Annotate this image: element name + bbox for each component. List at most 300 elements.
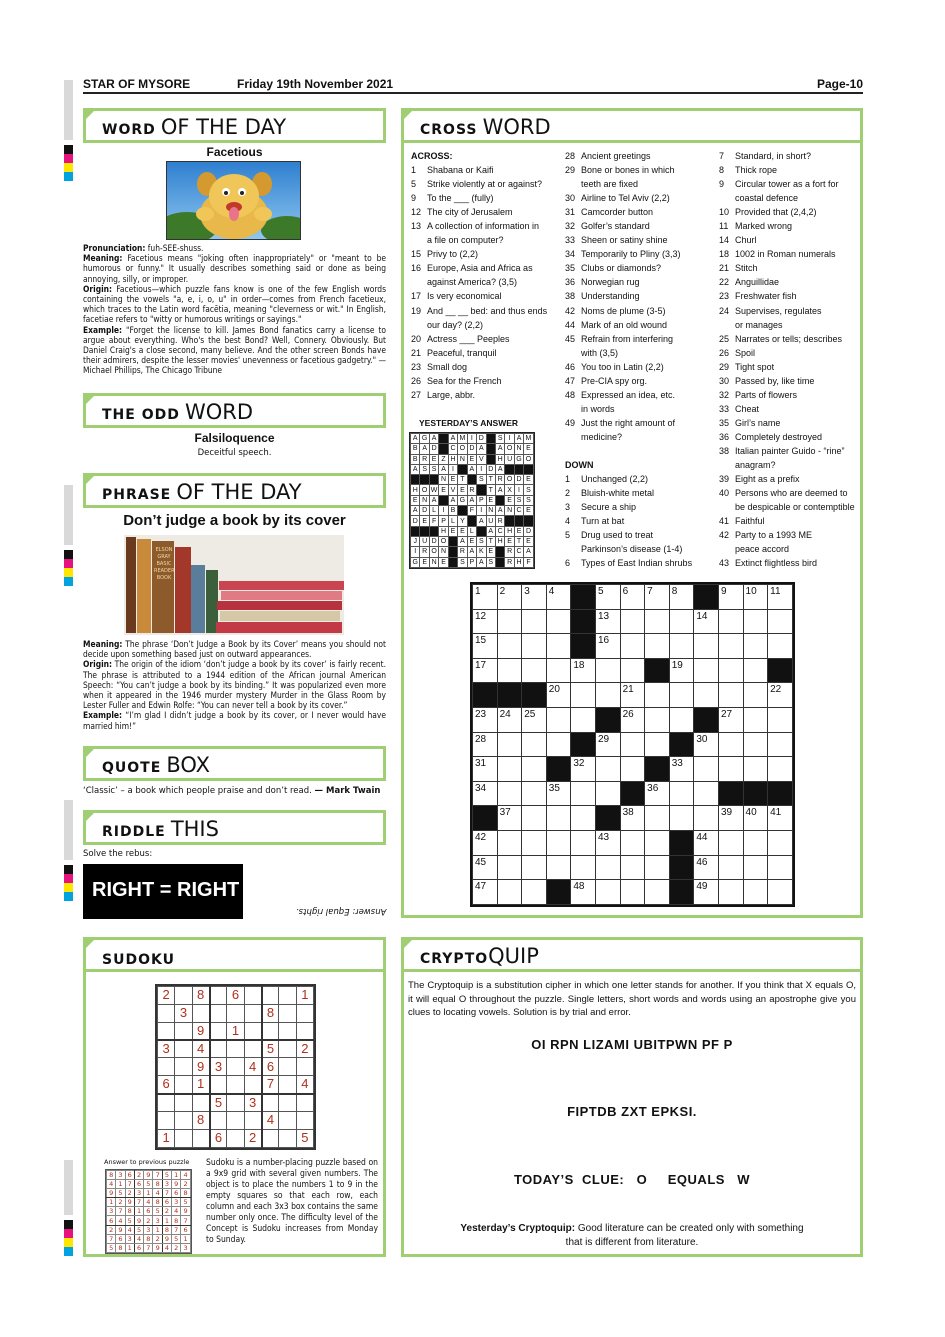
sudoku-cell[interactable]: 8 (192, 1111, 209, 1129)
crossword-cell[interactable] (645, 830, 670, 855)
clue-text: Just the right amount of (581, 417, 676, 428)
sudoku-cell[interactable] (175, 1094, 192, 1112)
crossword-cell[interactable] (595, 781, 620, 806)
crossword-cell[interactable]: 9 (718, 585, 743, 610)
crossword-cell[interactable] (718, 658, 743, 683)
sudoku-cell[interactable] (279, 1111, 296, 1129)
answer-cell: D (429, 444, 438, 454)
answer-cell: D (514, 475, 523, 485)
crossword-cell[interactable] (743, 855, 768, 880)
answer-cell: R (420, 454, 429, 464)
answer-cell: C (495, 526, 504, 536)
crossword-cell[interactable]: 26 (620, 707, 645, 732)
crossword-cell[interactable]: 12 (473, 609, 498, 634)
crossword-cell[interactable] (743, 634, 768, 659)
crossword-cell[interactable] (620, 855, 645, 880)
crossword-cell[interactable] (546, 658, 571, 683)
crossword-cell[interactable] (571, 806, 596, 831)
clue-text: Sheen or satiny shine (581, 235, 668, 246)
crossword-cell[interactable] (497, 855, 522, 880)
answer-cell: 2 (116, 1198, 125, 1207)
crossword-cell[interactable] (743, 683, 768, 708)
sudoku-cell[interactable] (296, 1058, 313, 1076)
sudoku-cell[interactable] (279, 1094, 296, 1112)
sudoku-cell[interactable] (175, 1058, 192, 1076)
crossword-cell[interactable] (669, 781, 694, 806)
crossword-cell[interactable] (522, 855, 547, 880)
sudoku-cell[interactable] (279, 1040, 296, 1058)
sudoku-cell[interactable]: 6 (262, 1058, 279, 1076)
crossword-cell[interactable]: 24 (497, 707, 522, 732)
sudoku-cell[interactable] (244, 987, 261, 1005)
sudoku-cell[interactable] (210, 1076, 227, 1094)
sudoku-cell[interactable]: 2 (296, 1040, 313, 1058)
crossword-cell[interactable]: 7 (645, 585, 670, 610)
sudoku-cell[interactable] (210, 1004, 227, 1022)
crossword-cell[interactable] (718, 683, 743, 708)
sudoku-cell[interactable] (296, 1022, 313, 1040)
color-swatch-yellow (64, 163, 73, 172)
crossword-cell[interactable] (743, 658, 768, 683)
crossword-clues-down (565, 458, 692, 570)
phrase-description: Meaning: The phrase ‘Don’t Judge a Book by its Cover’ means you should not decide upon something based just on outward appearances. Origin: The origin of the idiom ‘don’t judge a book by its cover’ is fairly recent. The phrase is attributed to a 1944 edition of the African journal American Speech: “You can’t judge a book by its binding.” It was popularized even more when it appeared in the 1946 murder mystery Murder in the Glass Room by Lester Fuller and Edwin Rolfe: “You can never tell a book by its cover.” Example: “I’m glad I didn’t judge a book by its cover, or I never would have married him!” (83, 639, 386, 731)
crossword-cell[interactable] (497, 781, 522, 806)
crossword-cell[interactable]: 4 (546, 585, 571, 610)
sudoku-cell[interactable]: 4 (244, 1058, 261, 1076)
answer-cell: S (429, 464, 438, 474)
crossword-cell[interactable] (743, 609, 768, 634)
sudoku-cell[interactable] (227, 1004, 244, 1022)
crossword-cell[interactable] (743, 757, 768, 782)
crossword-cell[interactable]: 41 (768, 806, 793, 831)
crossword-cell[interactable] (768, 855, 793, 880)
sudoku-cell[interactable]: 5 (296, 1129, 313, 1147)
sudoku-cell[interactable] (210, 1111, 227, 1129)
crossword-cell[interactable]: 13 (595, 609, 620, 634)
sudoku-cell[interactable] (227, 1076, 244, 1094)
sudoku-cell[interactable]: 7 (262, 1076, 279, 1094)
crossword-cell[interactable] (718, 609, 743, 634)
crossword-cell[interactable] (522, 658, 547, 683)
crossword-cell[interactable]: 47 (473, 880, 498, 905)
crossword-cell[interactable] (768, 757, 793, 782)
sudoku-cell[interactable] (244, 1111, 261, 1129)
clue-text: Is very economical (427, 291, 502, 302)
sudoku-cell[interactable]: 1 (192, 1076, 209, 1094)
clue (719, 486, 855, 500)
crossword-clues-col3 (719, 149, 855, 570)
sudoku-cell[interactable]: 2 (244, 1129, 261, 1147)
crossword-cell[interactable] (595, 880, 620, 905)
crossword-cell[interactable] (669, 634, 694, 659)
clue-text: Party to a 1993 ME (735, 530, 813, 541)
crossword-cell[interactable] (645, 609, 670, 634)
sudoku-cell[interactable]: 4 (262, 1111, 279, 1129)
crossword-cell[interactable]: 42 (473, 830, 498, 855)
crossword-cell[interactable] (743, 732, 768, 757)
sudoku-cell[interactable] (158, 1111, 175, 1129)
crossword-cell[interactable]: 45 (473, 855, 498, 880)
clue (719, 219, 855, 233)
clue-text: Eight as a prefix (735, 474, 800, 485)
crossword-cell[interactable] (718, 880, 743, 905)
answer-cell: G (421, 435, 428, 443)
crossword-cell[interactable] (718, 830, 743, 855)
clue (719, 247, 855, 261)
sudoku-cell[interactable] (279, 1129, 296, 1147)
answer-cell: A (495, 444, 504, 454)
odd-word-heading: THE ODD WORD (83, 393, 386, 428)
answer-cell (448, 557, 457, 567)
sudoku-cell[interactable] (227, 1094, 244, 1112)
crossword-cell[interactable] (768, 732, 793, 757)
clue-text: medicine? (581, 431, 623, 442)
crossword-cell[interactable] (497, 634, 522, 659)
crossword-cell[interactable]: 35 (546, 781, 571, 806)
clue (565, 219, 681, 233)
crossword-cell[interactable] (497, 658, 522, 683)
sudoku-cell[interactable] (158, 1094, 175, 1112)
black-square (473, 683, 498, 708)
crossword-cell[interactable] (546, 634, 571, 659)
sudoku-cell[interactable] (175, 987, 192, 1005)
crossword-cell[interactable] (571, 707, 596, 732)
crossword-cell[interactable] (645, 707, 670, 732)
sudoku-cell[interactable] (175, 1022, 192, 1040)
sudoku-cell[interactable] (296, 1004, 313, 1022)
answer-cell: 5 (172, 1234, 181, 1243)
crossword-cell[interactable] (669, 609, 694, 634)
crossword-cell[interactable] (497, 609, 522, 634)
answer-cell: 6 (181, 1225, 190, 1234)
crossword-cell[interactable] (522, 880, 547, 905)
sudoku-cell[interactable] (279, 1022, 296, 1040)
answer-cell: E (458, 485, 467, 495)
answer-cell: A (495, 464, 504, 474)
crossword-cell[interactable]: 1 (473, 585, 498, 610)
crossword-cell[interactable] (595, 658, 620, 683)
sudoku-cell[interactable] (227, 1040, 244, 1058)
clue (565, 472, 692, 486)
crossword-cell[interactable] (768, 707, 793, 732)
riddle-prompt: Solve the rebus: (83, 849, 153, 859)
sudoku-cell[interactable] (244, 1022, 261, 1040)
crossword-cell[interactable]: 18 (571, 658, 596, 683)
crossword-cell[interactable] (718, 634, 743, 659)
black-square (718, 781, 743, 806)
answer-cell: E (524, 444, 533, 454)
crossword-cell[interactable] (645, 634, 670, 659)
clue-number: 38 (565, 291, 576, 302)
answer-cell: 8 (153, 1198, 162, 1207)
crossword-cell[interactable] (743, 707, 768, 732)
crossword-cell[interactable] (694, 757, 719, 782)
crossword-cell[interactable] (546, 732, 571, 757)
sudoku-cell[interactable] (210, 987, 227, 1005)
crossword-cell[interactable]: 8 (669, 585, 694, 610)
sudoku-cell[interactable]: 2 (158, 987, 175, 1005)
crossword-cell[interactable] (620, 757, 645, 782)
black-square (669, 855, 694, 880)
answer-cell (514, 516, 523, 526)
sudoku-cell[interactable]: 3 (244, 1094, 261, 1112)
sudoku-cell[interactable] (262, 1129, 279, 1147)
crossword-cell[interactable] (522, 732, 547, 757)
crossword-cell[interactable] (768, 634, 793, 659)
crossword-cell[interactable]: 22 (768, 683, 793, 708)
crossword-cell[interactable] (497, 757, 522, 782)
sudoku-cell[interactable] (175, 1129, 192, 1147)
sudoku-cell[interactable]: 1 (227, 1022, 244, 1040)
answer-cell: 3 (116, 1171, 125, 1180)
sudoku-cell[interactable] (192, 1004, 209, 1022)
answer-cell: M (525, 435, 532, 443)
sudoku-cell[interactable]: 5 (262, 1040, 279, 1058)
answer-cell (467, 516, 476, 526)
answer-cell: I (439, 506, 448, 516)
crossword-cell[interactable] (595, 683, 620, 708)
crossword-cell[interactable] (497, 880, 522, 905)
sudoku-cell[interactable] (279, 1076, 296, 1094)
crossword-cell[interactable]: 31 (473, 757, 498, 782)
crossword-cell[interactable]: 3 (522, 585, 547, 610)
crossword-cell[interactable] (546, 609, 571, 634)
crossword-cell[interactable] (522, 830, 547, 855)
sudoku-cell[interactable]: 9 (192, 1058, 209, 1076)
sudoku-cell[interactable]: 6 (210, 1129, 227, 1147)
clue (565, 346, 681, 360)
crossword-cell[interactable] (620, 658, 645, 683)
crossword-cell[interactable] (595, 757, 620, 782)
clue-text: Thick rope (735, 165, 778, 176)
crossword-cell[interactable] (620, 634, 645, 659)
answer-cell: 4 (153, 1189, 162, 1198)
crossword-cell[interactable]: 28 (473, 732, 498, 757)
sudoku-cell[interactable] (175, 1040, 192, 1058)
crossword-cell[interactable] (571, 683, 596, 708)
crossword-grid (470, 582, 795, 907)
clue-number: 24 (719, 305, 730, 316)
sudoku-cell[interactable] (175, 1076, 192, 1094)
sudoku-cell[interactable] (244, 1040, 261, 1058)
sudoku-cell[interactable]: 1 (158, 1129, 175, 1147)
crossword-cell[interactable] (718, 855, 743, 880)
crossword-cell[interactable]: 16 (595, 634, 620, 659)
sudoku-cell[interactable]: 5 (210, 1094, 227, 1112)
sudoku-cell[interactable]: 8 (262, 1004, 279, 1022)
clue-number: 21 (411, 347, 422, 358)
sudoku-cell[interactable] (192, 1129, 209, 1147)
crossword-cell[interactable]: 29 (595, 732, 620, 757)
crossword-cell[interactable] (620, 732, 645, 757)
crossword-cell[interactable]: 49 (694, 880, 719, 905)
answer-cell (524, 464, 533, 474)
crossword-cell[interactable] (718, 757, 743, 782)
sudoku-cell[interactable]: 3 (175, 1004, 192, 1022)
crossword-cell[interactable] (522, 609, 547, 634)
crossword-cell[interactable] (768, 880, 793, 905)
crossword-cell[interactable] (497, 732, 522, 757)
sudoku-cell[interactable]: 3 (158, 1040, 175, 1058)
crossword-cell[interactable] (768, 609, 793, 634)
crossword-cell[interactable] (768, 830, 793, 855)
sudoku-cell[interactable]: 4 (192, 1040, 209, 1058)
crossword-cell[interactable] (546, 855, 571, 880)
crossword-cell[interactable] (571, 855, 596, 880)
answer-cell: 5 (162, 1171, 171, 1180)
sudoku-cell[interactable] (192, 1094, 209, 1112)
crossword-cell[interactable]: 11 (768, 585, 793, 610)
sudoku-cell[interactable] (210, 1040, 227, 1058)
crossword-cell[interactable] (645, 806, 670, 831)
answer-cell: E (505, 495, 514, 505)
crossword-cell[interactable] (694, 634, 719, 659)
sudoku-cell[interactable] (279, 987, 296, 1005)
crossword-cell[interactable]: 15 (473, 634, 498, 659)
clue-text: And __ __ bed: and thus ends (427, 305, 548, 316)
crossword-cell[interactable] (743, 830, 768, 855)
crossword-cell[interactable]: 25 (522, 707, 547, 732)
crossword-cell[interactable] (645, 855, 670, 880)
crossword-cell[interactable]: 34 (473, 781, 498, 806)
clue-number: 13 (411, 221, 422, 232)
crossword-cell[interactable] (522, 634, 547, 659)
crossword-cell[interactable] (571, 781, 596, 806)
clue-number: 2 (565, 488, 571, 499)
crossword-cell[interactable]: 2 (497, 585, 522, 610)
answer-cell: D (524, 526, 533, 536)
crossword-cell[interactable]: 6 (620, 585, 645, 610)
sudoku-cell[interactable]: 6 (227, 987, 244, 1005)
crossword-cell[interactable] (694, 658, 719, 683)
crossword-cell[interactable]: 19 (669, 658, 694, 683)
crossword-cell[interactable]: 14 (694, 609, 719, 634)
crossword-cell[interactable] (669, 707, 694, 732)
sudoku-cell[interactable] (158, 1022, 175, 1040)
sudoku-cell[interactable] (262, 1022, 279, 1040)
clue (719, 388, 855, 402)
sudoku-cell[interactable] (262, 1094, 279, 1112)
crossword-cell[interactable]: 5 (595, 585, 620, 610)
crossword-cell[interactable] (669, 683, 694, 708)
sudoku-cell[interactable]: 3 (210, 1058, 227, 1076)
sudoku-cell[interactable] (244, 1076, 261, 1094)
answer-cell: 1 (116, 1180, 125, 1189)
sudoku-cell[interactable] (262, 987, 279, 1005)
crossword-cell[interactable] (571, 830, 596, 855)
sudoku-cell[interactable] (175, 1111, 192, 1129)
crossword-cell[interactable]: 37 (497, 806, 522, 831)
crossword-cell[interactable]: 46 (694, 855, 719, 880)
sudoku-cell[interactable] (296, 1094, 313, 1112)
crossword-cell[interactable]: 33 (669, 757, 694, 782)
sudoku-cell[interactable]: 9 (192, 1022, 209, 1040)
crossword-cell[interactable] (546, 830, 571, 855)
crossword-cell[interactable] (694, 781, 719, 806)
crossword-cell[interactable]: 27 (718, 707, 743, 732)
crossword-cell[interactable]: 36 (645, 781, 670, 806)
crossword-cell[interactable]: 30 (694, 732, 719, 757)
sudoku-cell[interactable] (158, 1004, 175, 1022)
clue-text: Ancient greetings (581, 151, 651, 161)
crossword-cell[interactable]: 48 (571, 880, 596, 905)
clue-text: Unchanged (2,2) (581, 474, 649, 485)
crossword-cell[interactable]: 20 (546, 683, 571, 708)
crossword-cell[interactable]: 21 (620, 683, 645, 708)
crossword-cell[interactable] (522, 781, 547, 806)
crossword-cell[interactable]: 17 (473, 658, 498, 683)
answer-cell: 2 (181, 1180, 190, 1189)
answer-cell: P (439, 516, 448, 526)
answer-cell: E (524, 475, 533, 485)
crossword-cell[interactable] (718, 732, 743, 757)
sudoku-cell[interactable] (227, 1058, 244, 1076)
crossword-cell[interactable] (645, 683, 670, 708)
crossword-cell[interactable] (645, 880, 670, 905)
answer-cell (411, 475, 420, 485)
crossword-cell[interactable] (497, 830, 522, 855)
answer-cell: K (477, 547, 486, 557)
crossword-cell[interactable] (620, 609, 645, 634)
clue (565, 304, 681, 318)
clue (411, 219, 547, 233)
crossword-cell[interactable]: 44 (694, 830, 719, 855)
crossword-cell[interactable]: 43 (595, 830, 620, 855)
answer-cell: O (421, 486, 428, 494)
sudoku-answer-grid (105, 1169, 192, 1254)
crossword-cell[interactable] (522, 806, 547, 831)
crossword-cell[interactable]: 38 (620, 806, 645, 831)
crossword-cell[interactable] (694, 683, 719, 708)
crossword-cell[interactable]: 32 (571, 757, 596, 782)
crossword-cell[interactable] (743, 880, 768, 905)
crossword-cell[interactable] (522, 757, 547, 782)
crossword-cell[interactable] (645, 732, 670, 757)
answer-cell: 3 (172, 1198, 181, 1207)
answer-cell: 2 (144, 1216, 153, 1225)
sudoku-cell[interactable]: 8 (192, 987, 209, 1005)
sudoku-cell[interactable] (158, 1058, 175, 1076)
answer-cell: F (429, 516, 438, 526)
crossword-cell[interactable]: 39 (718, 806, 743, 831)
crossword-cell[interactable] (595, 855, 620, 880)
crossword-cell[interactable]: 23 (473, 707, 498, 732)
crossword-cell[interactable]: 40 (743, 806, 768, 831)
sudoku-cell[interactable] (210, 1022, 227, 1040)
crossword-cell[interactable] (546, 806, 571, 831)
sudoku-cell[interactable]: 4 (296, 1076, 313, 1094)
sudoku-cell[interactable] (279, 1058, 296, 1076)
sudoku-cell[interactable] (227, 1111, 244, 1129)
sudoku-cell[interactable] (279, 1004, 296, 1022)
clue-number: 40 (719, 488, 730, 499)
sudoku-cell[interactable] (296, 1111, 313, 1129)
crossword-cell[interactable] (669, 806, 694, 831)
sudoku-cell[interactable]: 6 (158, 1076, 175, 1094)
crossword-cell[interactable] (694, 806, 719, 831)
clue (719, 416, 855, 430)
crossword-cell[interactable]: 10 (743, 585, 768, 610)
crossword-cell[interactable] (620, 830, 645, 855)
answer-cell (495, 547, 504, 557)
sudoku-cell[interactable] (244, 1004, 261, 1022)
sudoku-cell[interactable]: 1 (296, 987, 313, 1005)
crossword-cell[interactable] (546, 707, 571, 732)
sudoku-cell[interactable] (227, 1129, 244, 1147)
answer-cell: A (429, 434, 438, 444)
crossword-cell[interactable] (620, 880, 645, 905)
clue (565, 275, 681, 289)
